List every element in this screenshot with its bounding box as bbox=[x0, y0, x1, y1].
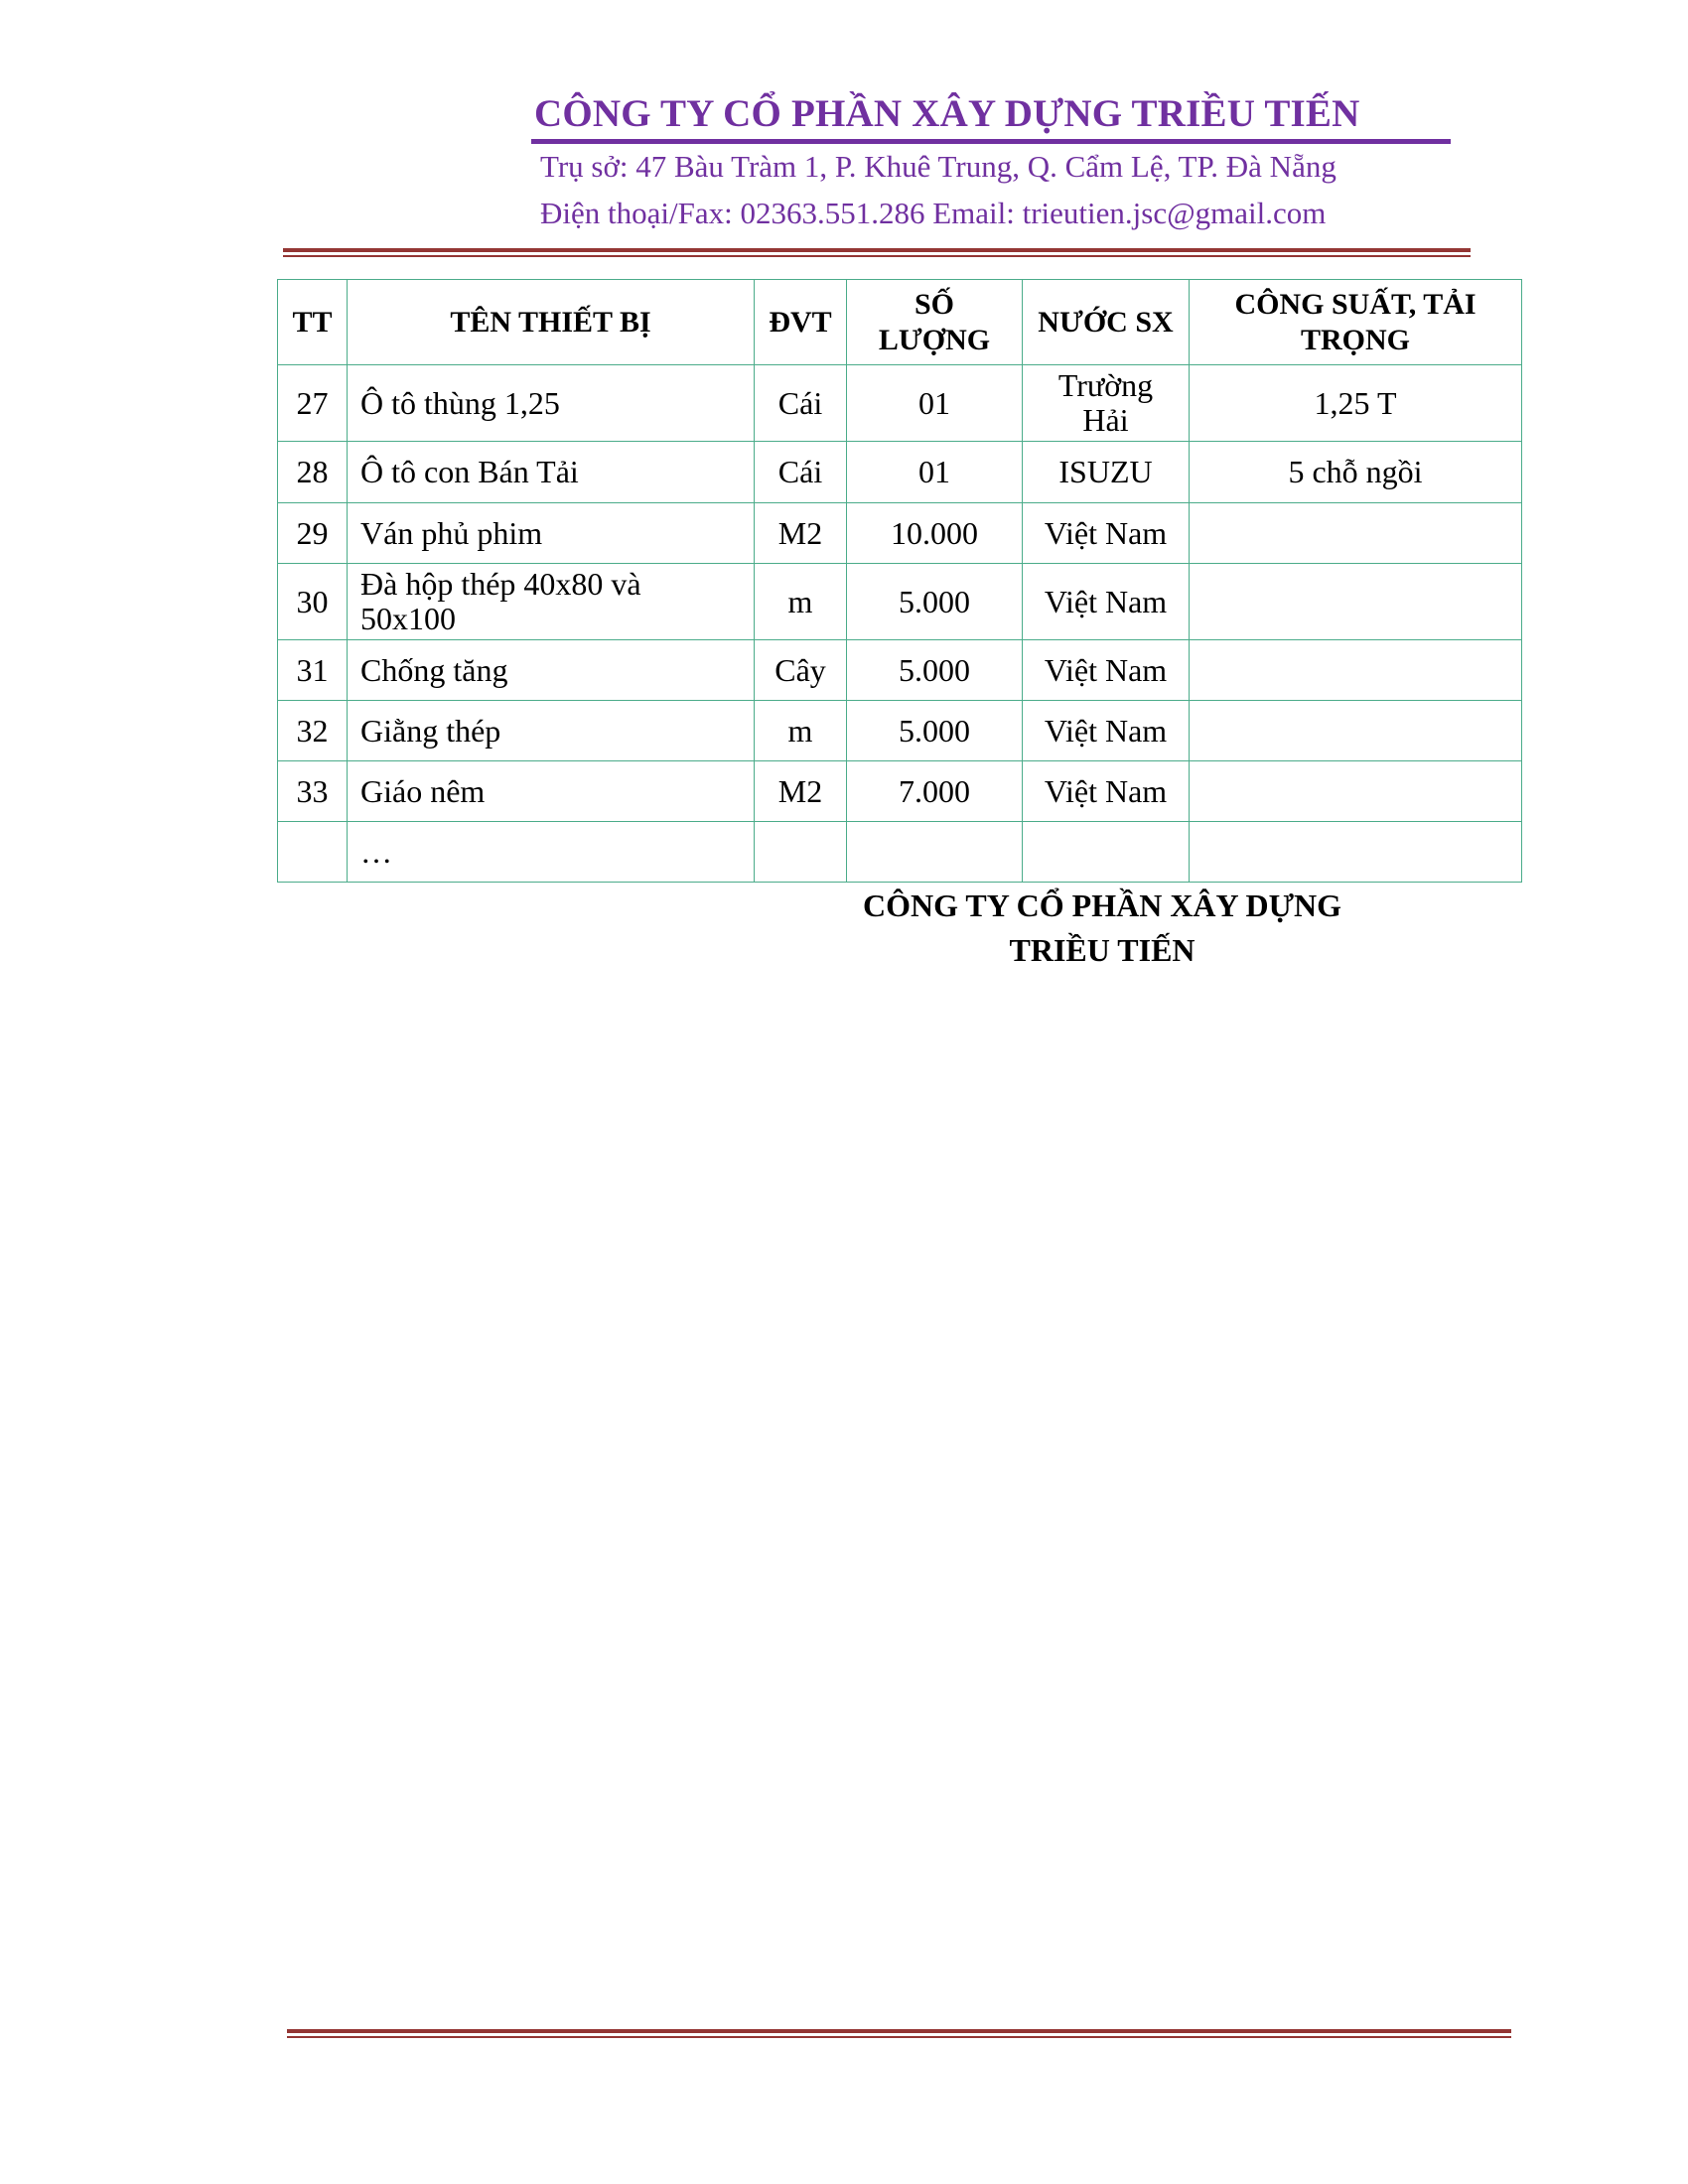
cell-tt: 29 bbox=[278, 503, 348, 564]
signature-block bbox=[814, 884, 1390, 973]
cell-capacity bbox=[1190, 761, 1522, 822]
header-quantity-line1: SỐ bbox=[914, 287, 955, 321]
cell-quantity: 5.000 bbox=[847, 564, 1023, 640]
table-row bbox=[278, 365, 1522, 442]
cell-capacity bbox=[1190, 701, 1522, 761]
cell-quantity: 5.000 bbox=[847, 701, 1023, 761]
cell-name-line1: Đà hộp thép 40x80 và bbox=[360, 566, 641, 602]
header-capacity bbox=[1190, 280, 1522, 365]
table-header-row bbox=[278, 280, 1522, 365]
table-row bbox=[278, 503, 1522, 564]
cell-origin: ISUZU bbox=[1023, 442, 1190, 503]
company-name: CÔNG TY CỔ PHẦN XÂY DỰNG TRIỀU TIẾN bbox=[534, 92, 1360, 135]
cell-tt: 32 bbox=[278, 701, 348, 761]
cell-capacity bbox=[1190, 640, 1522, 701]
header-capacity-line2: TRỌNG bbox=[1300, 323, 1410, 356]
cell-name-line2: 50x100 bbox=[360, 601, 456, 636]
cell-unit: M2 bbox=[755, 761, 847, 822]
cell-origin bbox=[1023, 365, 1190, 442]
cell-origin-line1: Trường bbox=[1057, 367, 1154, 403]
cell-tt: 31 bbox=[278, 640, 348, 701]
table-row bbox=[278, 701, 1522, 761]
footer-divider bbox=[287, 2029, 1511, 2033]
cell-name: Ván phủ phim bbox=[348, 503, 755, 564]
cell-tt bbox=[278, 822, 348, 883]
header-divider bbox=[283, 248, 1471, 252]
cell-origin: Việt Nam bbox=[1023, 503, 1190, 564]
header-unit: ĐVT bbox=[755, 280, 847, 365]
cell-quantity: 5.000 bbox=[847, 640, 1023, 701]
header-divider-thin bbox=[283, 255, 1471, 257]
signature-line2: TRIỀU TIẾN bbox=[1009, 932, 1196, 968]
cell-name: Ô tô thùng 1,25 bbox=[348, 365, 755, 442]
cell-capacity: 5 chỗ ngồi bbox=[1190, 442, 1522, 503]
cell-name: Giáo nêm bbox=[348, 761, 755, 822]
table-row bbox=[278, 822, 1522, 883]
table-row bbox=[278, 564, 1522, 640]
cell-capacity bbox=[1190, 503, 1522, 564]
table-row bbox=[278, 761, 1522, 822]
cell-unit bbox=[755, 822, 847, 883]
letterhead bbox=[534, 91, 1468, 137]
header-capacity-line1: CÔNG SUẤT, TẢI bbox=[1234, 287, 1477, 321]
cell-capacity bbox=[1190, 822, 1522, 883]
company-contact: Điện thoại/Fax: 02363.551.286 Email: trieutien.jsc@gmail.com bbox=[540, 196, 1327, 230]
cell-capacity: 1,25 T bbox=[1190, 365, 1522, 442]
cell-tt: 30 bbox=[278, 564, 348, 640]
cell-unit: Cái bbox=[755, 442, 847, 503]
cell-tt: 28 bbox=[278, 442, 348, 503]
cell-quantity bbox=[847, 822, 1023, 883]
table-row bbox=[278, 442, 1522, 503]
cell-name: Ô tô con Bán Tải bbox=[348, 442, 755, 503]
equipment-table bbox=[277, 279, 1522, 883]
cell-origin bbox=[1023, 822, 1190, 883]
header-tt: TT bbox=[278, 280, 348, 365]
cell-origin: Việt Nam bbox=[1023, 640, 1190, 701]
cell-origin: Việt Nam bbox=[1023, 701, 1190, 761]
letterhead-rule bbox=[531, 139, 1451, 144]
cell-unit: m bbox=[755, 701, 847, 761]
cell-capacity bbox=[1190, 564, 1522, 640]
cell-unit: Cây bbox=[755, 640, 847, 701]
header-quantity-line2: LƯỢNG bbox=[878, 323, 991, 356]
header-origin: NƯỚC SX bbox=[1023, 280, 1190, 365]
footer-divider-thin bbox=[287, 2036, 1511, 2038]
cell-tt: 27 bbox=[278, 365, 348, 442]
cell-name: Chống tăng bbox=[348, 640, 755, 701]
cell-name: Giằng thép bbox=[348, 701, 755, 761]
cell-origin-line2: Hải bbox=[1082, 402, 1129, 438]
cell-origin: Việt Nam bbox=[1023, 564, 1190, 640]
cell-unit: m bbox=[755, 564, 847, 640]
cell-quantity: 01 bbox=[847, 365, 1023, 442]
cell-unit: Cái bbox=[755, 365, 847, 442]
cell-unit: M2 bbox=[755, 503, 847, 564]
signature-line1: CÔNG TY CỔ PHẦN XÂY DỰNG bbox=[862, 887, 1342, 923]
cell-name: … bbox=[348, 822, 755, 883]
company-address: Trụ sở: 47 Bàu Tràm 1, P. Khuê Trung, Q. Cẩm Lệ, TP. Đà Nẵng bbox=[540, 149, 1336, 184]
cell-tt: 33 bbox=[278, 761, 348, 822]
header-quantity bbox=[847, 280, 1023, 365]
cell-name bbox=[348, 564, 755, 640]
cell-quantity: 10.000 bbox=[847, 503, 1023, 564]
cell-quantity: 01 bbox=[847, 442, 1023, 503]
cell-origin: Việt Nam bbox=[1023, 761, 1190, 822]
cell-quantity: 7.000 bbox=[847, 761, 1023, 822]
header-name: TÊN THIẾT BỊ bbox=[348, 280, 755, 365]
table-row bbox=[278, 640, 1522, 701]
